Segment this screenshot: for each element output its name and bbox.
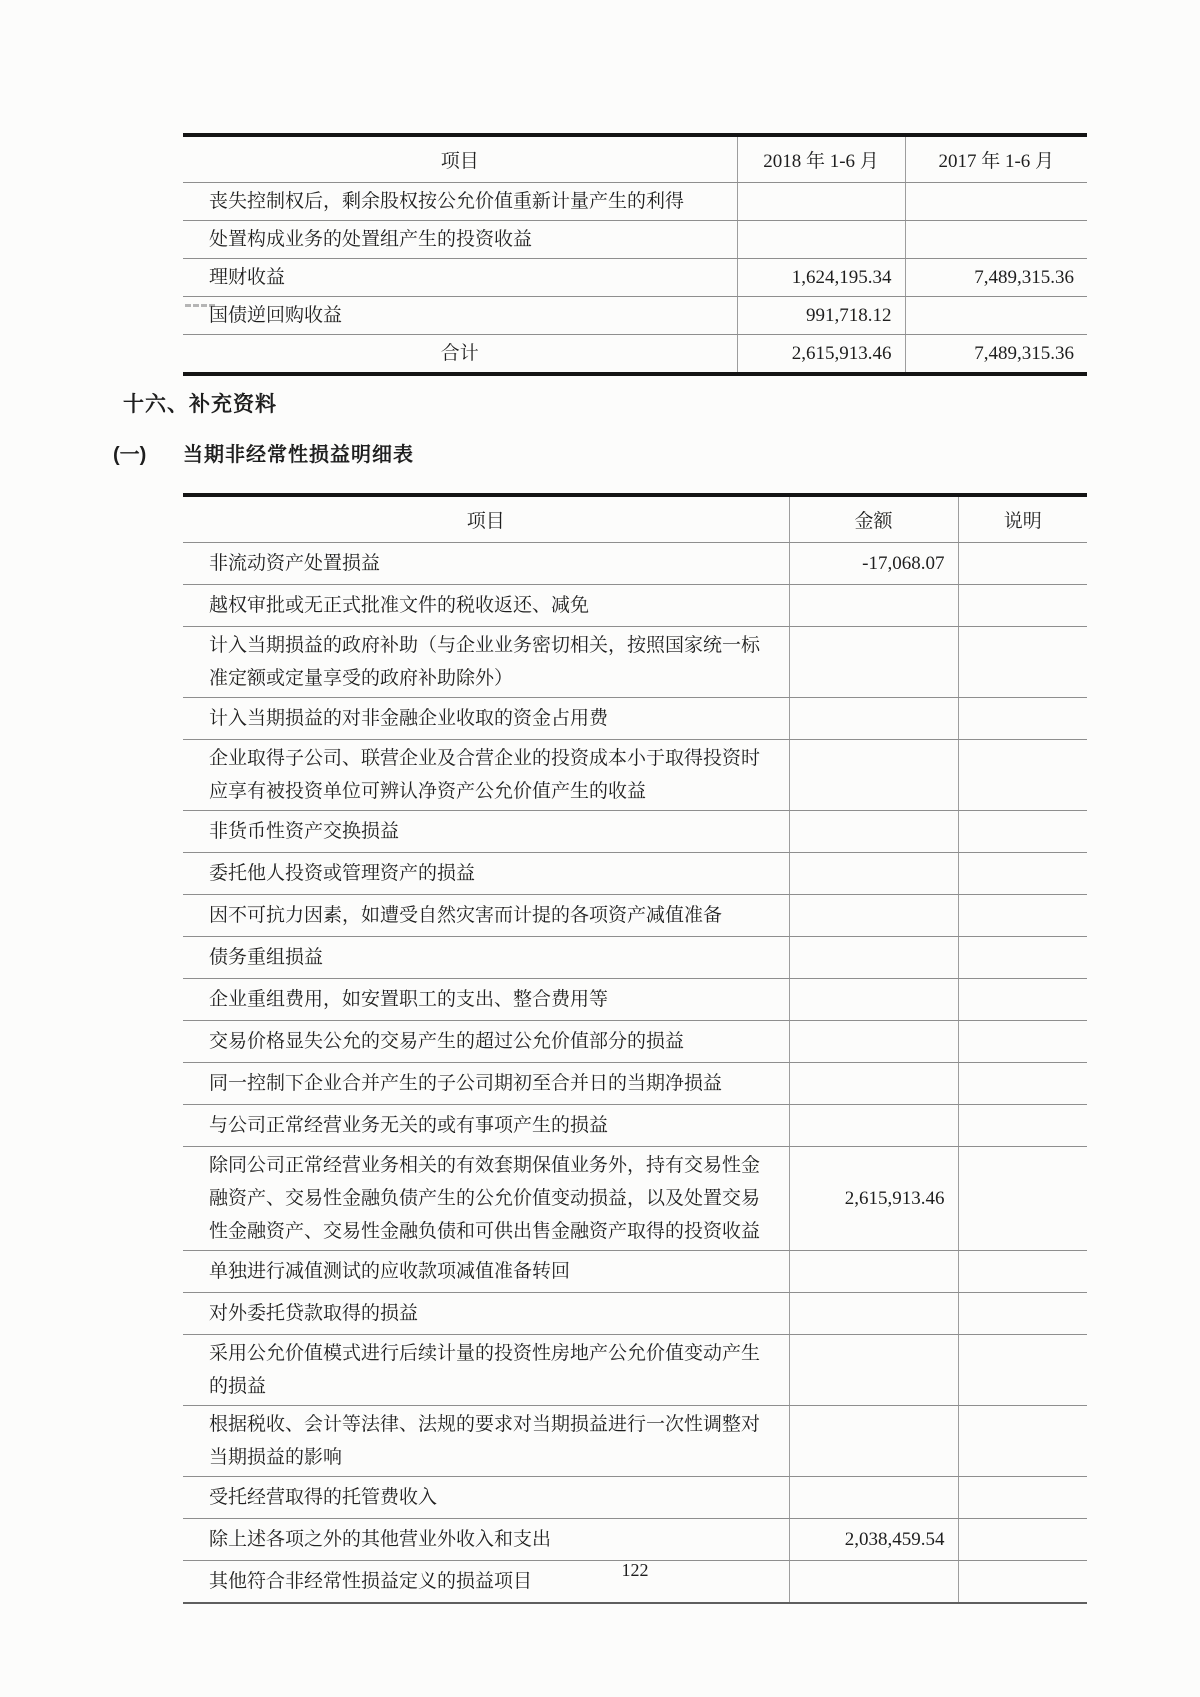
item-cell: 债务重组损益: [183, 937, 789, 979]
column-header: 项目: [183, 135, 737, 183]
item-cell: 国债逆回购收益: [183, 297, 737, 335]
item-cell: 同一控制下企业合并产生的子公司期初至合并日的当期净损益: [183, 1063, 789, 1105]
item-cell: 企业重组费用，如安置职工的支出、整合费用等: [183, 979, 789, 1021]
item-cell: 除上述各项之外的其他营业外收入和支出: [183, 1519, 789, 1561]
table-row: [183, 979, 1087, 1021]
value-cell: [958, 853, 1087, 895]
table-row: [183, 585, 1087, 627]
table-row: [183, 259, 1087, 297]
item-cell: 理财收益: [183, 259, 737, 297]
table-row: [183, 895, 1087, 937]
table-row: [183, 183, 1087, 221]
value-cell: [958, 979, 1087, 1021]
value-cell: 2,038,459.54: [789, 1519, 958, 1561]
table-row: [183, 937, 1087, 979]
table-row: [183, 1293, 1087, 1335]
value-cell: 7,489,315.36: [905, 335, 1087, 375]
value-cell: [789, 1477, 958, 1519]
value-cell: [789, 1406, 958, 1477]
value-cell: [789, 1251, 958, 1293]
value-cell: [905, 221, 1087, 259]
table-row: [183, 627, 1087, 698]
item-cell: 其他符合非经常性损益定义的损益项目: [183, 1561, 789, 1604]
table-row: [183, 1105, 1087, 1147]
column-header: 项目: [183, 495, 789, 543]
item-cell: 根据税收、会计等法律、法规的要求对当期损益进行一次性调整对当期损益的影响: [183, 1406, 789, 1477]
investment-income-table: [183, 133, 1087, 376]
value-cell: [789, 740, 958, 811]
table-row: [183, 221, 1087, 259]
value-cell: [789, 853, 958, 895]
section-heading: 十六、补充资料: [123, 393, 277, 416]
value-cell: [958, 740, 1087, 811]
value-cell: [789, 811, 958, 853]
table-row: [183, 1251, 1087, 1293]
item-cell: 因不可抗力因素，如遭受自然灾害而计提的各项资产减值准备: [183, 895, 789, 937]
item-cell: 委托他人投资或管理资产的损益: [183, 853, 789, 895]
value-cell: [958, 1519, 1087, 1561]
value-cell: [737, 183, 905, 221]
value-cell: 2,615,913.46: [789, 1147, 958, 1251]
value-cell: [958, 1293, 1087, 1335]
value-cell: [789, 1293, 958, 1335]
table-row: [183, 1335, 1087, 1406]
table-row: [183, 1477, 1087, 1519]
item-cell: 与公司正常经营业务无关的或有事项产生的损益: [183, 1105, 789, 1147]
item-cell: 计入当期损益的对非金融企业收取的资金占用费: [183, 698, 789, 740]
header-row: [183, 495, 1087, 543]
column-header: 金额: [789, 495, 958, 543]
item-cell: 交易价格显失公允的交易产生的超过公允价值部分的损益: [183, 1021, 789, 1063]
value-cell: [958, 627, 1087, 698]
table-row: [183, 698, 1087, 740]
value-cell: 2,615,913.46: [737, 335, 905, 375]
item-cell: 企业取得子公司、联营企业及合营企业的投资成本小于取得投资时应享有被投资单位可辨认净资产公允价值产生的收益: [183, 740, 789, 811]
value-cell: [958, 811, 1087, 853]
value-cell: -17,068.07: [789, 543, 958, 585]
table-row: [183, 1147, 1087, 1251]
table-row: [183, 297, 1087, 335]
value-cell: 7,489,315.36: [905, 259, 1087, 297]
value-cell: [905, 297, 1087, 335]
item-cell: 非货币性资产交换损益: [183, 811, 789, 853]
table-row: [183, 335, 1087, 375]
value-cell: [958, 543, 1087, 585]
subsection-label: (一): [113, 444, 147, 466]
value-cell: [958, 1335, 1087, 1406]
item-cell: 计入当期损益的政府补助（与企业业务密切相关，按照国家统一标准定额或定量享受的政府补助除外）: [183, 627, 789, 698]
value-cell: [905, 183, 1087, 221]
value-cell: [789, 1335, 958, 1406]
value-cell: [958, 698, 1087, 740]
value-cell: [789, 585, 958, 627]
table-row: [183, 853, 1087, 895]
item-cell: 采用公允价值模式进行后续计量的投资性房地产公允价值变动产生的损益: [183, 1335, 789, 1406]
value-cell: [789, 1021, 958, 1063]
item-cell: 单独进行减值测试的应收款项减值准备转回: [183, 1251, 789, 1293]
value-cell: [958, 1251, 1087, 1293]
value-cell: [958, 937, 1087, 979]
value-cell: [789, 895, 958, 937]
page-number: 122: [621, 1560, 649, 1580]
item-cell: 除同公司正常经营业务相关的有效套期保值业务外，持有交易性金融资产、交易性金融负债产生的公允价值变动损益，以及处置交易性金融资产、交易性金融负债和可供出售金融资产取得的投资收益: [183, 1147, 789, 1251]
header-row: [183, 135, 1087, 183]
subsection-heading: [113, 438, 414, 467]
table-row: [183, 811, 1087, 853]
subsection-title: 当期非经常性损益明细表: [183, 444, 414, 466]
table-row: [183, 1406, 1087, 1477]
value-cell: [737, 221, 905, 259]
value-cell: [789, 1105, 958, 1147]
item-cell: 对外委托贷款取得的损益: [183, 1293, 789, 1335]
value-cell: [789, 627, 958, 698]
table-row: [183, 740, 1087, 811]
value-cell: [958, 1105, 1087, 1147]
column-header: 2018 年 1-6 月: [737, 135, 905, 183]
value-cell: 991,718.12: [737, 297, 905, 335]
value-cell: [958, 1406, 1087, 1477]
item-cell: 越权审批或无正式批准文件的税收返还、减免: [183, 585, 789, 627]
value-cell: [958, 895, 1087, 937]
value-cell: [958, 1021, 1087, 1063]
value-cell: [789, 937, 958, 979]
value-cell: 1,624,195.34: [737, 259, 905, 297]
table-row: [183, 1063, 1087, 1105]
column-header: 2017 年 1-6 月: [905, 135, 1087, 183]
item-cell: 合计: [183, 335, 737, 375]
item-cell: 非流动资产处置损益: [183, 543, 789, 585]
item-cell: 处置构成业务的处置组产生的投资收益: [183, 221, 737, 259]
value-cell: [958, 585, 1087, 627]
table-row: [183, 543, 1087, 585]
value-cell: [958, 1147, 1087, 1251]
table-row: [183, 1021, 1087, 1063]
column-header: 说明: [958, 495, 1087, 543]
table-row: [183, 1519, 1087, 1561]
value-cell: [789, 979, 958, 1021]
value-cell: [789, 1063, 958, 1105]
value-cell: [958, 1477, 1087, 1519]
value-cell: [789, 698, 958, 740]
non-recurring-items-table: [183, 493, 1087, 1604]
value-cell: [958, 1063, 1087, 1105]
item-cell: 受托经营取得的托管费收入: [183, 1477, 789, 1519]
item-cell: 丧失控制权后，剩余股权按公允价值重新计量产生的利得: [183, 183, 737, 221]
